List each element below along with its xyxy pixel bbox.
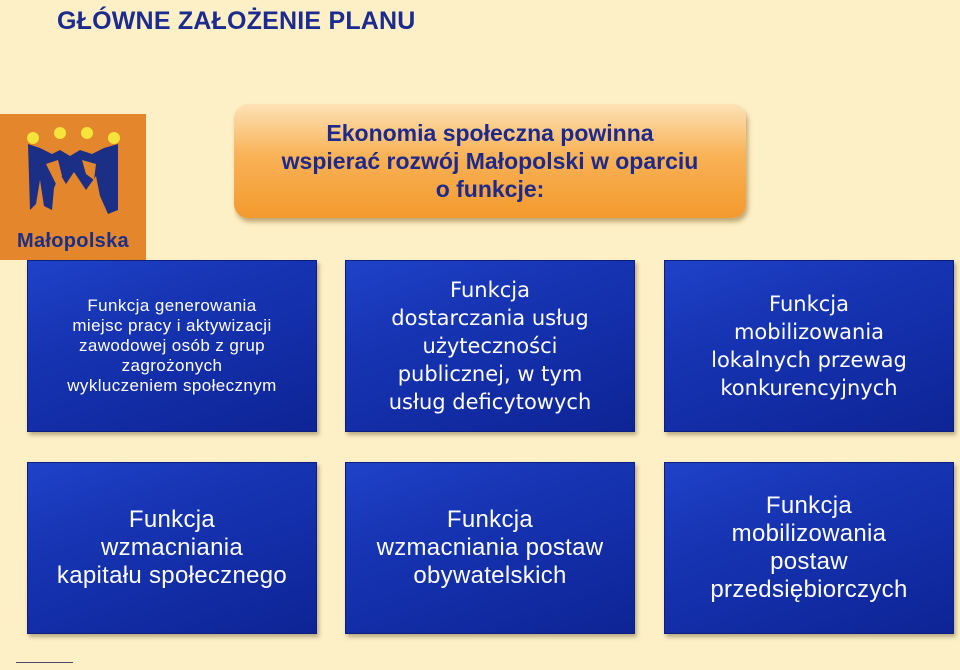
function-card-label: Funkcja dostarczania usług użyteczności publicznej, w tym usług deficytowych xyxy=(388,278,592,414)
function-card-label: Funkcja wzmacniania postaw obywatelskich xyxy=(376,506,604,589)
function-card-job-creation xyxy=(27,260,317,432)
function-card-label: Funkcja generowania miejsc pracy i aktywizacji zawodowej osób z grup zagrożonych wykluczeniem społecznym xyxy=(67,296,277,395)
function-card-social-capital xyxy=(27,462,317,634)
function-card-civic-attitudes xyxy=(345,462,635,634)
function-card-label: Funkcja mobilizowania postaw przedsiębiorczych xyxy=(710,492,908,603)
logo-text: Małopolska xyxy=(17,230,129,252)
function-card-entrepreneurship xyxy=(664,462,954,634)
footer-divider xyxy=(16,662,73,663)
function-card-public-services xyxy=(345,260,635,432)
function-card-label: Funkcja wzmacniania kapitału społecznego xyxy=(56,506,288,589)
header-text: Ekonomia społeczna powinna wspierać rozwój Małopolski w oparciu o funkcje: xyxy=(281,120,699,202)
slide-title: GŁÓWNE ZAŁOŻENIE PLANU xyxy=(57,7,416,35)
function-card-competitive-advantages xyxy=(664,260,954,432)
function-card-label: Funkcja mobilizowania lokalnych przewag konkurencyjnych xyxy=(711,292,907,400)
malopolska-logo xyxy=(0,114,146,260)
header-box xyxy=(234,104,746,218)
